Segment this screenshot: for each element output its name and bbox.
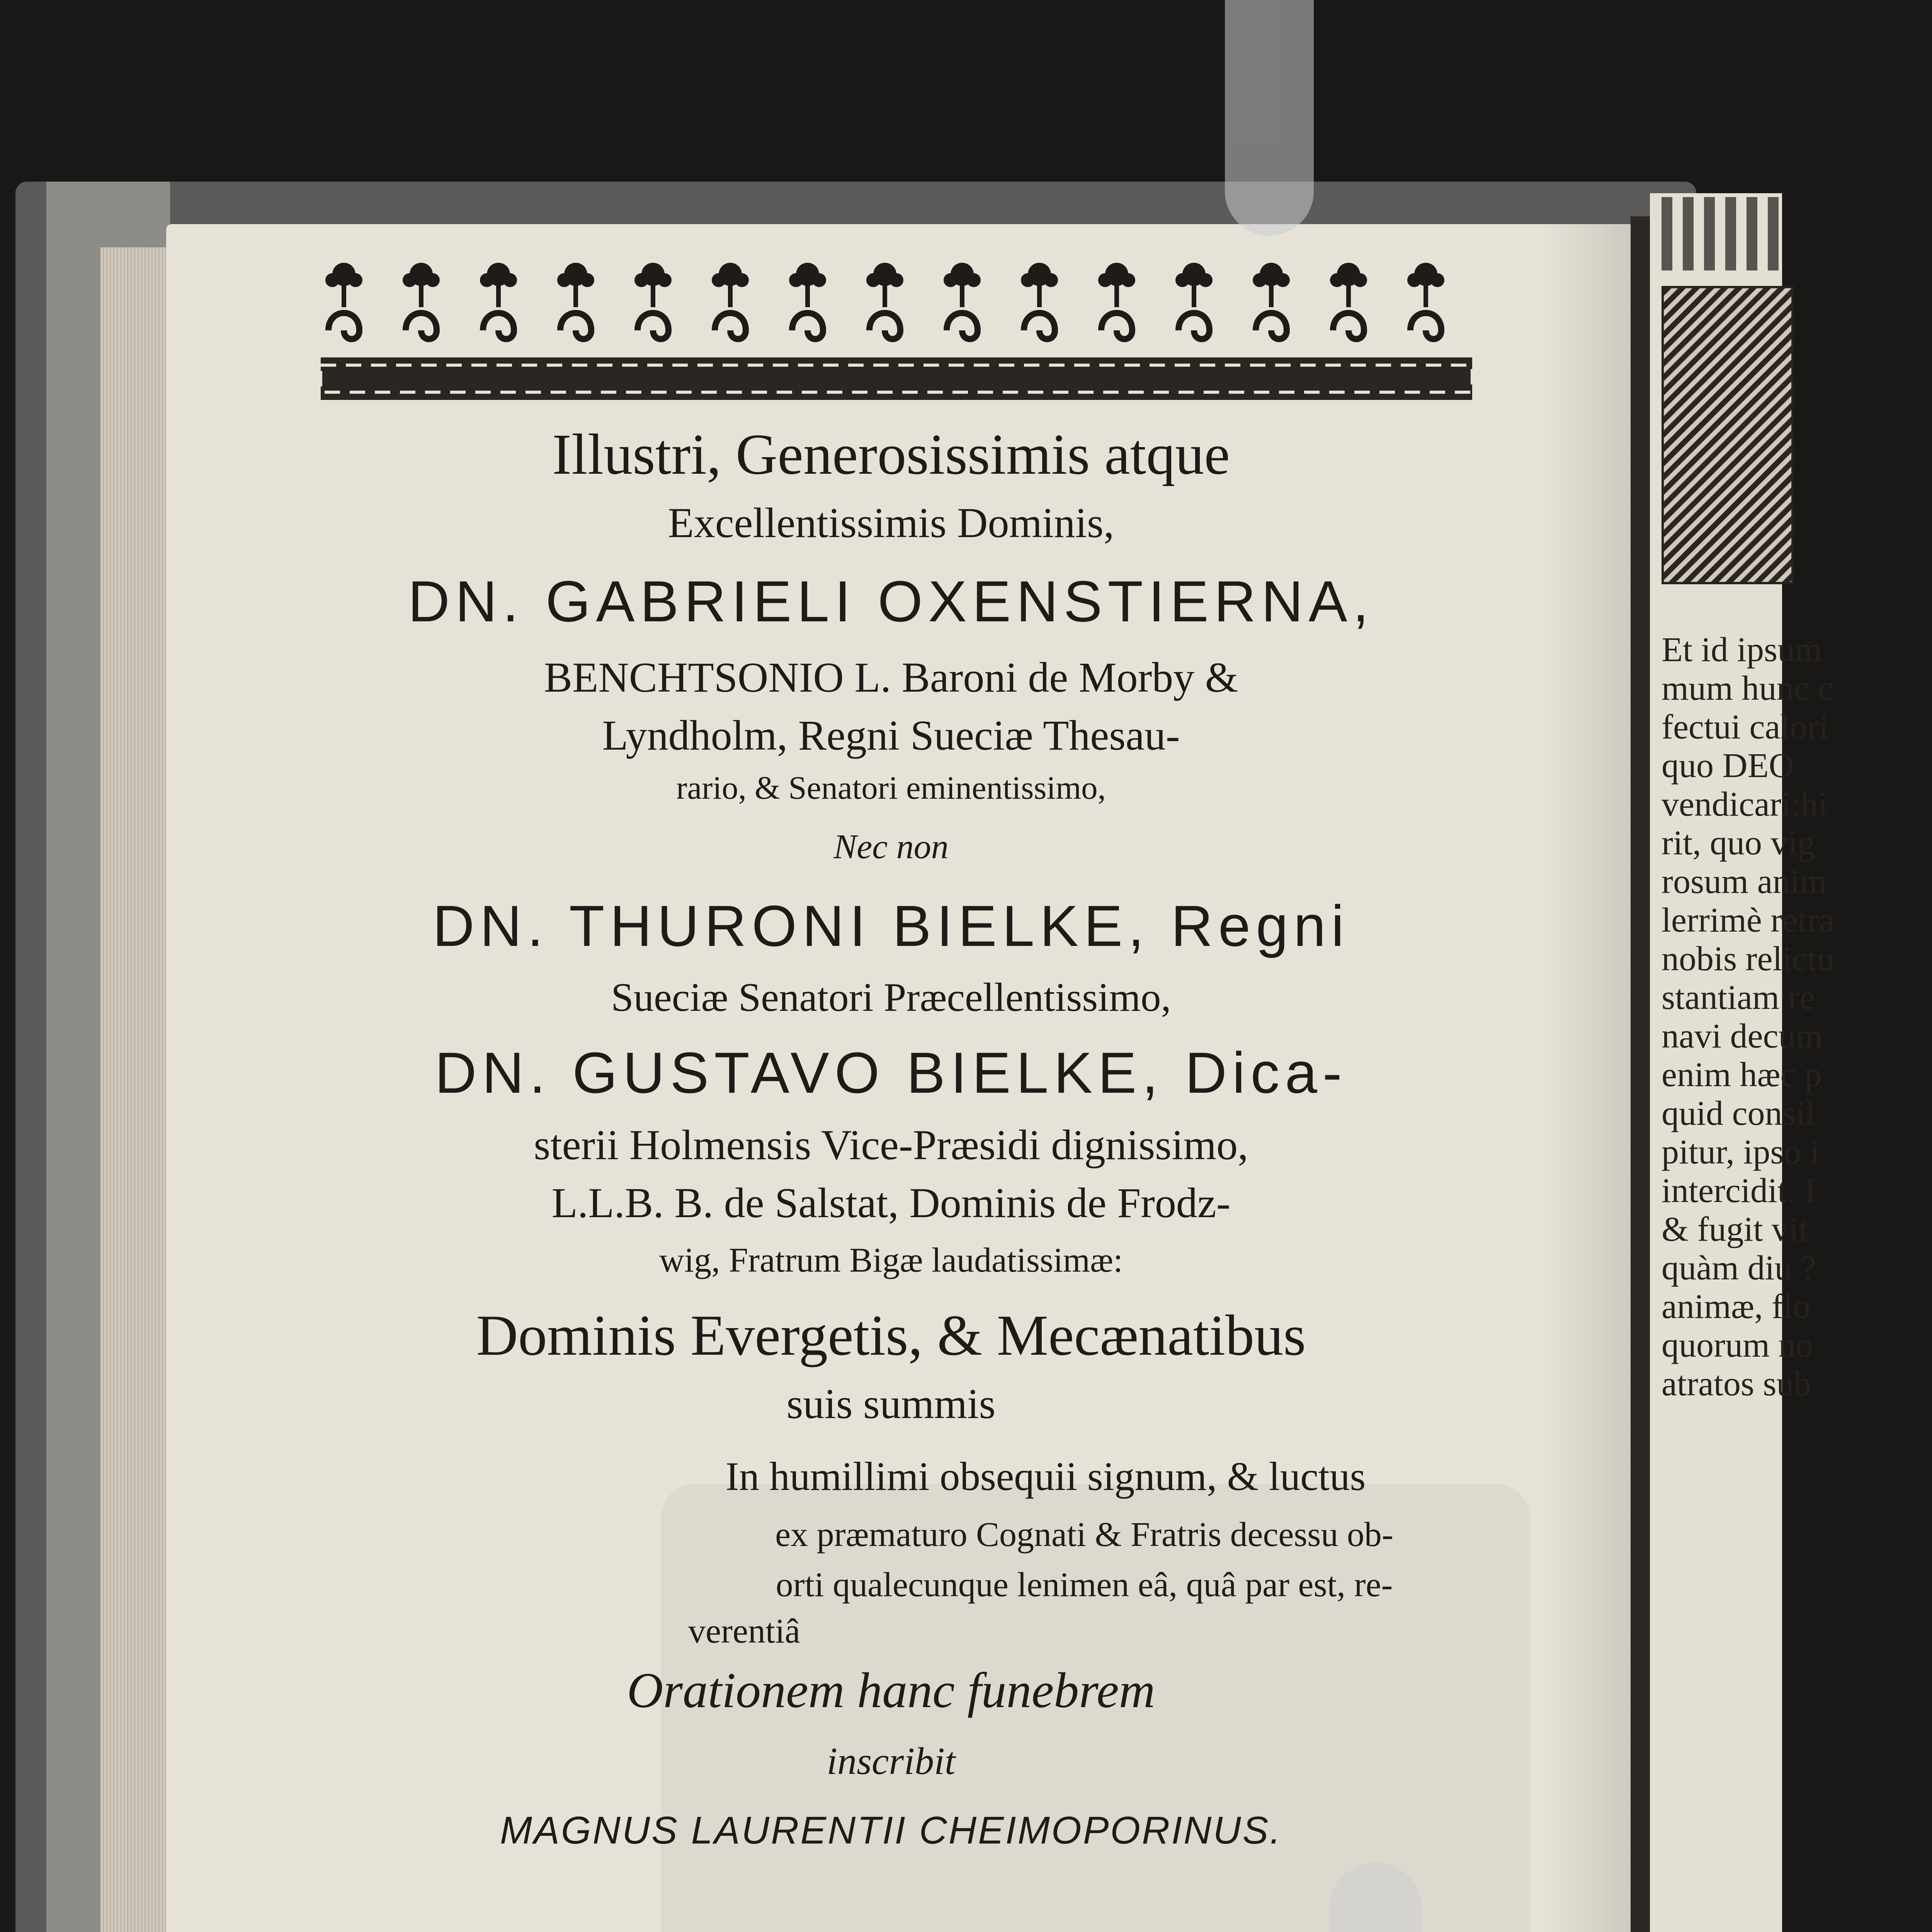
right-page-line: quid consil bbox=[1662, 1094, 1815, 1133]
dedication-line-20: Orationem hanc funebrem bbox=[627, 1663, 1155, 1718]
printers-ornament-band bbox=[321, 253, 1472, 408]
dedication-line-18: orti qualecunque lenimen eâ, quâ par est, re- bbox=[776, 1566, 1393, 1604]
dedication-line-9: Sueciæ Senatori Præcellentissimo, bbox=[611, 975, 1171, 1020]
right-page-line: pitur, ipso i bbox=[1662, 1133, 1820, 1171]
right-page-line: rit, quo vig bbox=[1662, 824, 1815, 862]
dedication-signature: MAGNUS LAURENTII CHEIMOPORINUS. bbox=[500, 1809, 1282, 1852]
right-page-line: quo DEO bbox=[1662, 747, 1794, 785]
right-page-line: fectui calori bbox=[1662, 708, 1829, 746]
dedication-line-8: DN. THURONI BIELKE, Regni bbox=[432, 893, 1350, 958]
right-page-line: enim hæc p bbox=[1662, 1056, 1822, 1094]
right-page-line: lerrimè retra bbox=[1662, 901, 1835, 939]
right-page-line: atratos sub bbox=[1662, 1365, 1811, 1403]
right-page-line: quàm diu ? bbox=[1662, 1249, 1816, 1287]
right-page-line: quorum no bbox=[1662, 1326, 1813, 1364]
right-page-line: nobis relictu bbox=[1662, 940, 1835, 978]
dedication-line-14: Dominis Evergetis, & Mecænatibus bbox=[476, 1303, 1306, 1367]
dedication-line-17: ex præmaturo Cognati & Fratris decessu ob- bbox=[775, 1515, 1393, 1554]
right-page-line: mum hunc c bbox=[1662, 669, 1833, 707]
dedication-line-10: DN. GUSTAVO BIELKE, Dica- bbox=[435, 1040, 1347, 1105]
right-page-line: stantiam re bbox=[1662, 978, 1815, 1017]
right-page-line: navi decum bbox=[1662, 1017, 1823, 1055]
dedication-line-13: wig, Fratrum Bigæ laudatissimæ: bbox=[659, 1241, 1123, 1279]
plastic-clip-top bbox=[1225, 0, 1314, 236]
dedication-line-15: suis summis bbox=[786, 1380, 996, 1427]
dedication-line-4: BENCHTSONIO L. Baroni de Morby & bbox=[544, 654, 1238, 701]
dedication-line-5: Lyndholm, Regni Sueciæ Thesau- bbox=[602, 712, 1180, 759]
dedication-line-1: Illustri, Generosissimis atque bbox=[552, 422, 1230, 486]
right-page-line: & fugit vit bbox=[1662, 1210, 1808, 1248]
right-page-line: intercidit. I bbox=[1662, 1172, 1816, 1210]
dedication-line-2: Excellentissimis Dominis, bbox=[668, 499, 1114, 546]
dedication-line-6: rario, & Senatori eminentissimo, bbox=[676, 770, 1106, 806]
dedication-line-7: Nec non bbox=[833, 828, 949, 866]
right-page-line: vendicari:hi bbox=[1662, 785, 1828, 823]
dedication-line-21: inscribit bbox=[827, 1740, 956, 1782]
dedication-line-3: DN. GABRIELI OXENSTIERNA, bbox=[408, 569, 1374, 634]
dedication-line-19: verentiâ bbox=[688, 1612, 800, 1650]
right-page-line: rosum anim bbox=[1662, 862, 1827, 901]
dedication-line-11: sterii Holmensis Vice-Præsidi dignissimo, bbox=[534, 1121, 1248, 1168]
dedication-line-16: In humillimi obsequii signum, & luctus bbox=[725, 1454, 1366, 1499]
right-ornament-band bbox=[1662, 197, 1789, 270]
right-page-line: animæ, flo bbox=[1662, 1287, 1810, 1326]
right-page-line: Et id ipsum bbox=[1662, 631, 1822, 669]
dedication-line-12: L.L.B. B. de Salstat, Dominis de Frodz- bbox=[551, 1179, 1231, 1226]
